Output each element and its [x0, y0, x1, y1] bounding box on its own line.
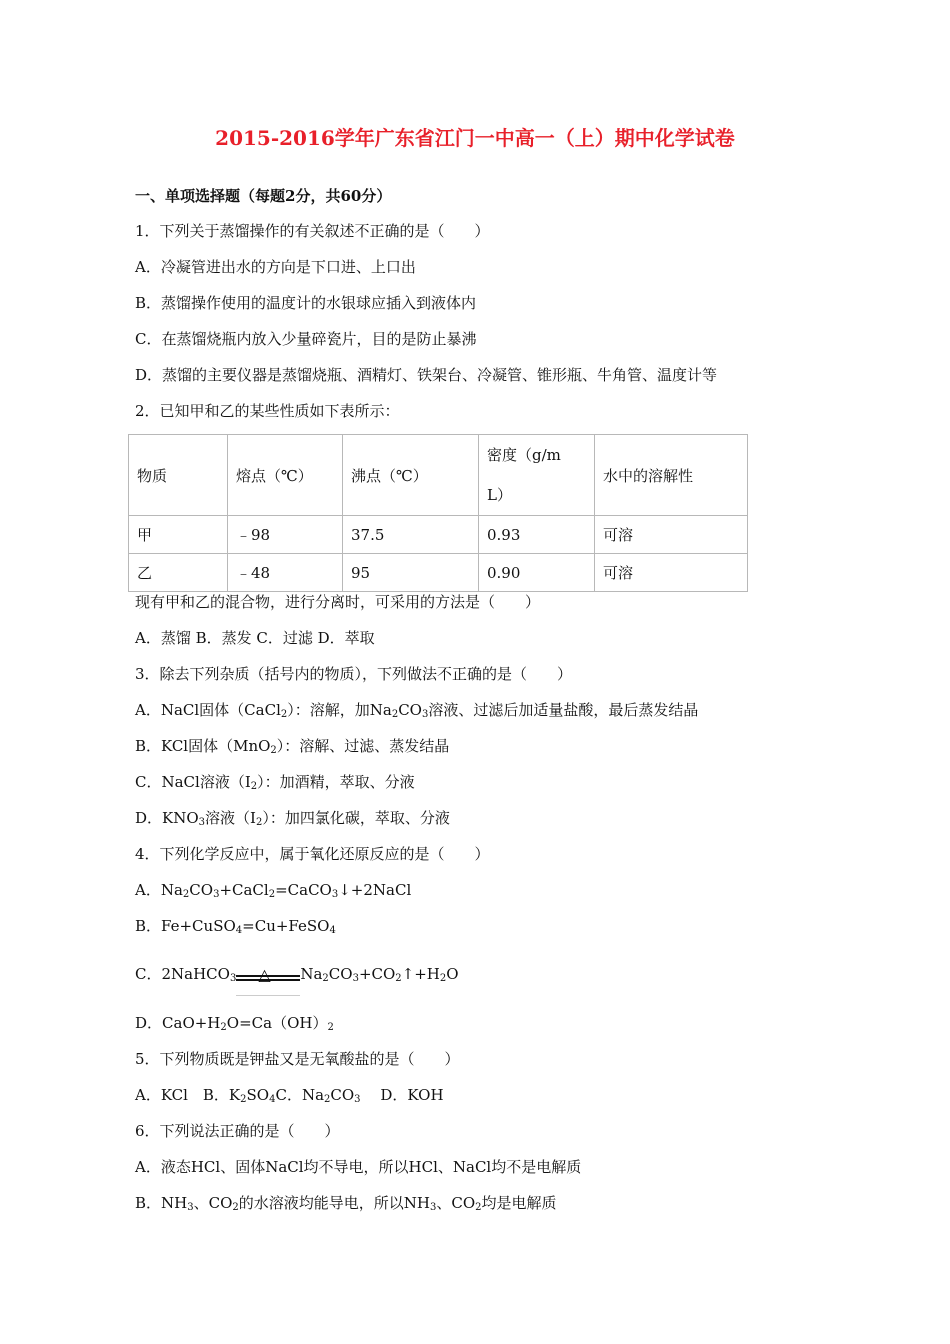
table-row [129, 554, 748, 592]
q4-option-c: C．2NaHCO$_3$ $Na_2CO_3+CO_2↑+H_2O$ [135, 954, 459, 999]
q4-stem: 4．下列化学反应中，属于氧化还原反应的是（ ） [135, 845, 490, 863]
table-cell: 乙 [129, 554, 228, 592]
q2-follow-up: 现有甲和乙的混合物，进行分离时，可采用的方法是（ ） [135, 593, 541, 611]
table-cell: 0.93 [479, 516, 595, 554]
q3-stem: 3．除去下列杂质（括号内的物质），下列做法不正确的是（ ） [135, 665, 573, 683]
table-header-cell: 沸点（℃） [343, 435, 479, 516]
q2-options: A．蒸馏 B．蒸发 C．过滤 D．萃取 [135, 629, 375, 647]
q4-option-b: B．Fe+CuSO$_4$=Cu+FeSO$_4$ [135, 917, 336, 936]
q1-option-a: A．冷凝管进出水的方向是下口进、上口出 [135, 258, 416, 276]
page-title: 2015-2016学年广东省江门一中高一（上）期中化学试卷 [215, 126, 735, 150]
table-header-cell: 水中的溶解性 [595, 435, 748, 516]
heating-condition-sign [236, 955, 300, 995]
q1-option-d: D．蒸馏的主要仪器是蒸馏烧瓶、酒精灯、铁架台、冷凝管、锥形瓶、牛角管、温度计等 [135, 366, 718, 384]
table-cell: 可溶 [595, 554, 748, 592]
table-header-row [129, 435, 748, 516]
table-cell: 可溶 [595, 516, 748, 554]
q1-option-b: B．蒸馏操作使用的温度计的水银球应插入到液体内 [135, 294, 477, 312]
q3-option-c: C．NaCl溶液$(I_2)$：加酒精，萃取、分液 [135, 773, 415, 792]
table-cell: 95 [343, 554, 479, 592]
section-heading: 一、单项选择题（每题2分，共60分） [135, 187, 392, 205]
table-header-cell: 熔点（℃） [228, 435, 343, 516]
q1-option-c: C．在蒸馏烧瓶内放入少量碎瓷片，目的是防止暴沸 [135, 330, 477, 348]
table-row [129, 516, 748, 554]
q4-option-a: A．$Na_2CO_3+CaCl_2=CaCO_3↓+2NaCl$ [135, 881, 412, 900]
table-cell: 37.5 [343, 516, 479, 554]
q3-option-a: A．NaCl固体（CaCl$_2$）：溶解，加$Na_2CO_3$溶液、过滤后加适量盐酸，最后蒸发结晶 [135, 701, 699, 720]
q2-stem: 2．已知甲和乙的某些性质如下表所示： [135, 402, 400, 420]
q3-option-b: B．KCl固体（MnO$_2$）：溶解、过滤、蒸发结晶 [135, 737, 450, 756]
q6-stem: 6．下列说法正确的是（ ） [135, 1122, 340, 1140]
properties-table [128, 434, 748, 592]
q3-option-d: D．$KNO_3$溶液$(I_2)$：加四氯化碳，萃取、分液 [135, 809, 450, 828]
q5-stem: 5．下列物质既是钾盐又是无氧酸盐的是（ ） [135, 1050, 460, 1068]
q1-stem: 1．下列关于蒸馏操作的有关叙述不正确的是（ ） [135, 222, 490, 240]
table-header-cell: 物质 [129, 435, 228, 516]
table-cell: 甲 [129, 516, 228, 554]
table-cell: 0.90 [479, 554, 595, 592]
q6-option-a: A．液态HCl、固体NaCl均不导电，所以HCl、NaCl均不是电解质 [135, 1158, 582, 1176]
table-cell: ﹣98 [228, 516, 343, 554]
q5-options: A．KCl B．$K_2SO_4C$．$Na_2CO_3$ D．KOH [135, 1086, 444, 1105]
table-header-cell: 密度（g/mL） [479, 435, 595, 516]
table-cell: ﹣48 [228, 554, 343, 592]
q6-option-b: B．$NH_3$、$CO_2$的水溶液均能导电，所以$NH_3$、$CO_2$均是电解质 [135, 1194, 557, 1213]
q4-option-d: D．$CaO+H_2O=Ca(OH)_2$ [135, 1014, 334, 1033]
